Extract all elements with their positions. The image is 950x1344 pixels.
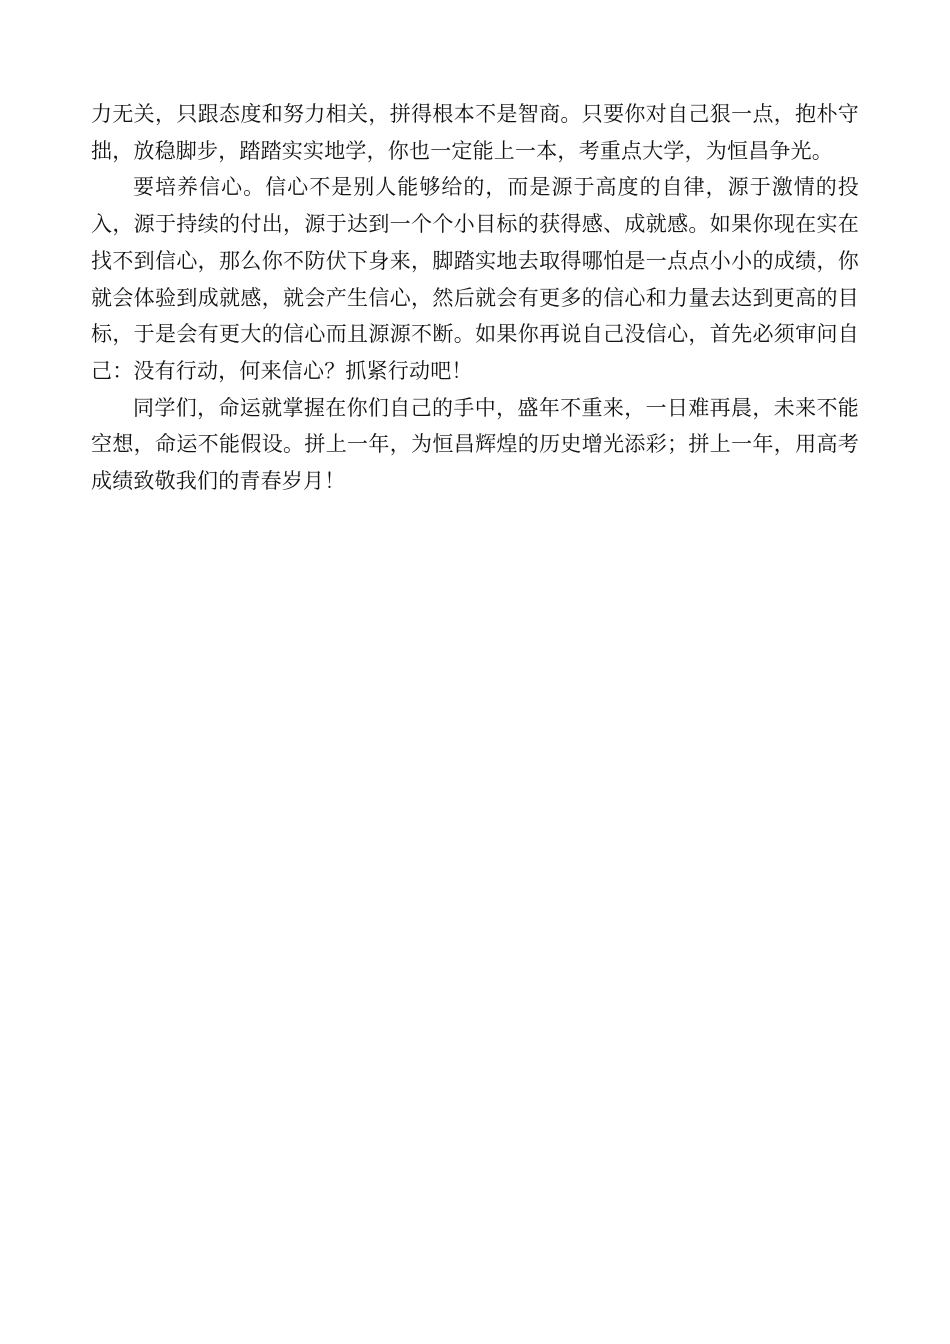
paragraph-closing: 同学们，命运就掌握在你们自己的手中，盛年不重来，一日难再晨，未来不能空想，命运不能假设。拼上一年，为恒昌辉煌的历史增光添彩；拼上一年，用高考成绩致敬我们的青春岁月！ <box>91 395 859 494</box>
paragraph-continuation: 力无关，只跟态度和努力相关，拼得根本不是智商。只要你对自己狠一点，抱朴守拙，放稳脚步，踏踏实实地学，你也一定能上一本，考重点大学，为恒昌争光。 <box>91 102 859 163</box>
document-body <box>91 96 859 500</box>
paragraph-confidence: 要培养信心。信心不是别人能够给的，而是源于高度的自律，源于激情的投入，源于持续的付出，源于达到一个个小目标的获得感、成就感。如果你现在实在找不到信心，那么你不防伏下身来，脚踏实地去取得哪怕是一点点小小的成绩，你就会体验到成就感，就会产生信心，然后就会有更多的信心和力量去达到更高的目标，于是会有更大的信心而且源源不断。如果你再说自己没信心，首先必须审问自己：没有行动，何来信心？抓紧行动吧！ <box>91 175 859 383</box>
